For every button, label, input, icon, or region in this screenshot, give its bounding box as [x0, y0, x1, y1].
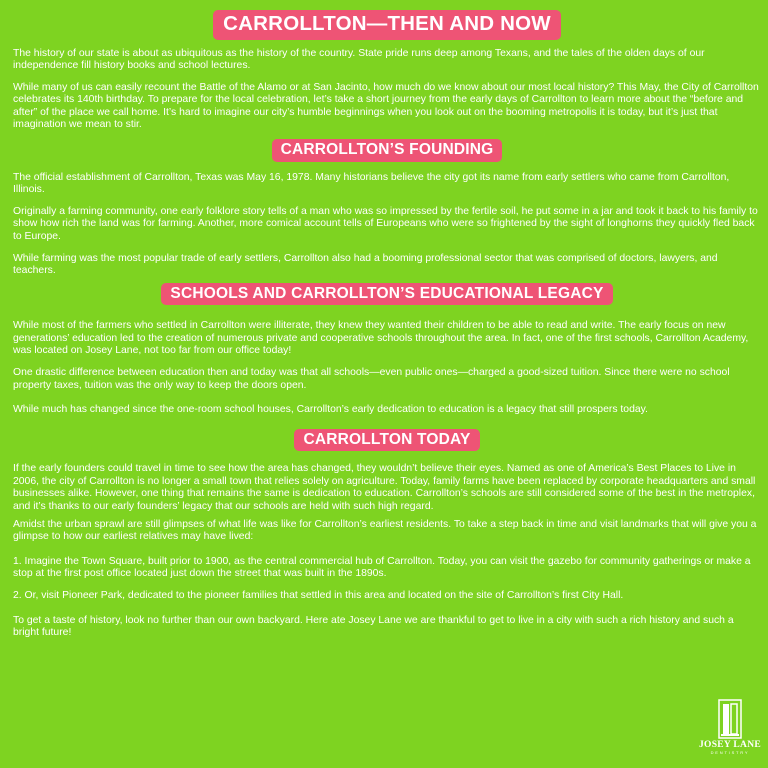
logo-name: JOSEY LANE [698, 739, 762, 750]
page-title: CARROLLTON—THEN AND NOW [213, 10, 561, 40]
founding-paragraph-1: The official establishment of Carrollton, Texas was May 16, 1978. Many historians believe the city got its name from early settlers who came from Carrollton, Illinois. [13, 171, 730, 196]
today-paragraph-closing: To get a taste of history, look no further than our own backyard. Here ate Josey Lane we are thankful to get to live in a city with such a rich history and such a bright future! [13, 614, 734, 639]
section-today-banner [13, 429, 761, 452]
schools-paragraph-2: One drastic difference between education then and today was that all schools—even public ones—charged a good-sized tuition. Since there were no school property taxes, tuition was the only way to keep the doors open. [13, 367, 730, 391]
schools-paragraph-3: While much has changed since the one-room school houses, Carrollton’s early dedication to education is a legacy that still prospers today. [13, 404, 648, 416]
schools-paragraph-1: While most of the farmers who settled in Carrollton were illiterate, they knew they wanted their children to be able to read and write. The early focus on new generations’ education led to the creation of numerous private and cooperative schools throughout the area. In fact, one of the first schools, Carrollton Academy, was located on Josey Lane, not too far from our office today! [13, 320, 749, 357]
section-heading-founding: CARROLLTON’S FOUNDING [272, 139, 503, 162]
josey-lane-logo [698, 699, 762, 756]
title-banner [13, 10, 761, 48]
logo-mark-icon [718, 699, 742, 739]
today-paragraph-1: If the early founders could travel in time to see how the area has changed, they wouldn’t believe their eyes. Named as one of America’s Best Places to Live in 2006, the city of Carrollton is no longer a small town that relies solely on agriculture. Today, family farms have been replaced by corporate headquarters and small businesses alike. However, one thing that remains the same is dedication to education. Carrollton’s schools are still considered some of the best in the metroplex, and it’s thanks to our early founders’ legacy that our schools are held with such high regard. [13, 463, 756, 513]
founding-paragraph-2: Originally a farming community, one early folklore story tells of a man who was so impressed by the fertile soil, he put some in a jar and took it back to his family to show how rich the land was for farming. Another, more comical account tells of Europeans who were so frightened by the sight of longhorns they quickly fled back to Europe. [13, 205, 758, 242]
founding-paragraph-3: While farming was the most popular trade of early settlers, Carrollton also had a booming professional sector that was comprised of doctors, lawyers, and teachers. [13, 252, 718, 277]
section-heading-today: CARROLLTON TODAY [294, 429, 479, 452]
today-list-item-2: 2. Or, visit Pioneer Park, dedicated to the pioneer families that settled in this area and located on the site of Carrollton’s first City Hall. [13, 590, 624, 602]
intro-paragraph-2: While many of us can easily recount the Battle of the Alamo or at San Jacinto, how much do we know about our most local history? This May, the City of Carrollton celebrates its 140th birthday. To prepare for the local celebration, let’s take a short journey from the early days of Carrollton to learn more about the “before and after” of the place we call home. It’s hard to imagine our city’s humble beginnings when you look out on the booming metropolis it is today, but it’s just that imagination we mean to stir. [13, 81, 759, 131]
section-founding-banner [13, 139, 761, 162]
today-paragraph-2: Amidst the urban sprawl are still glimpses of what life was like for Carrollton’s earliest residents. To take a step back in time and visit landmarks that will give you a glimpse to how our earliest relatives may have lived: [13, 518, 757, 543]
article [13, 10, 761, 640]
section-schools-banner [13, 283, 761, 306]
intro-paragraph-1: The history of our state is about as ubiquitous as the history of the country. State pride runs deep among Texans, and the tales of the olden days of our independence fill history books and school lectures. [13, 47, 705, 72]
today-list-item-1: 1. Imagine the Town Square, built prior to 1900, as the central commercial hub of Carrollton. Today, you can visit the gazebo for community gatherings or make a stop at the first post office located just down the street that was built in the 1890s. [13, 555, 751, 580]
logo-tagline: DENTISTRY [710, 750, 750, 755]
section-heading-schools: SCHOOLS AND CARROLLTON’S EDUCATIONAL LEGACY [161, 283, 612, 306]
